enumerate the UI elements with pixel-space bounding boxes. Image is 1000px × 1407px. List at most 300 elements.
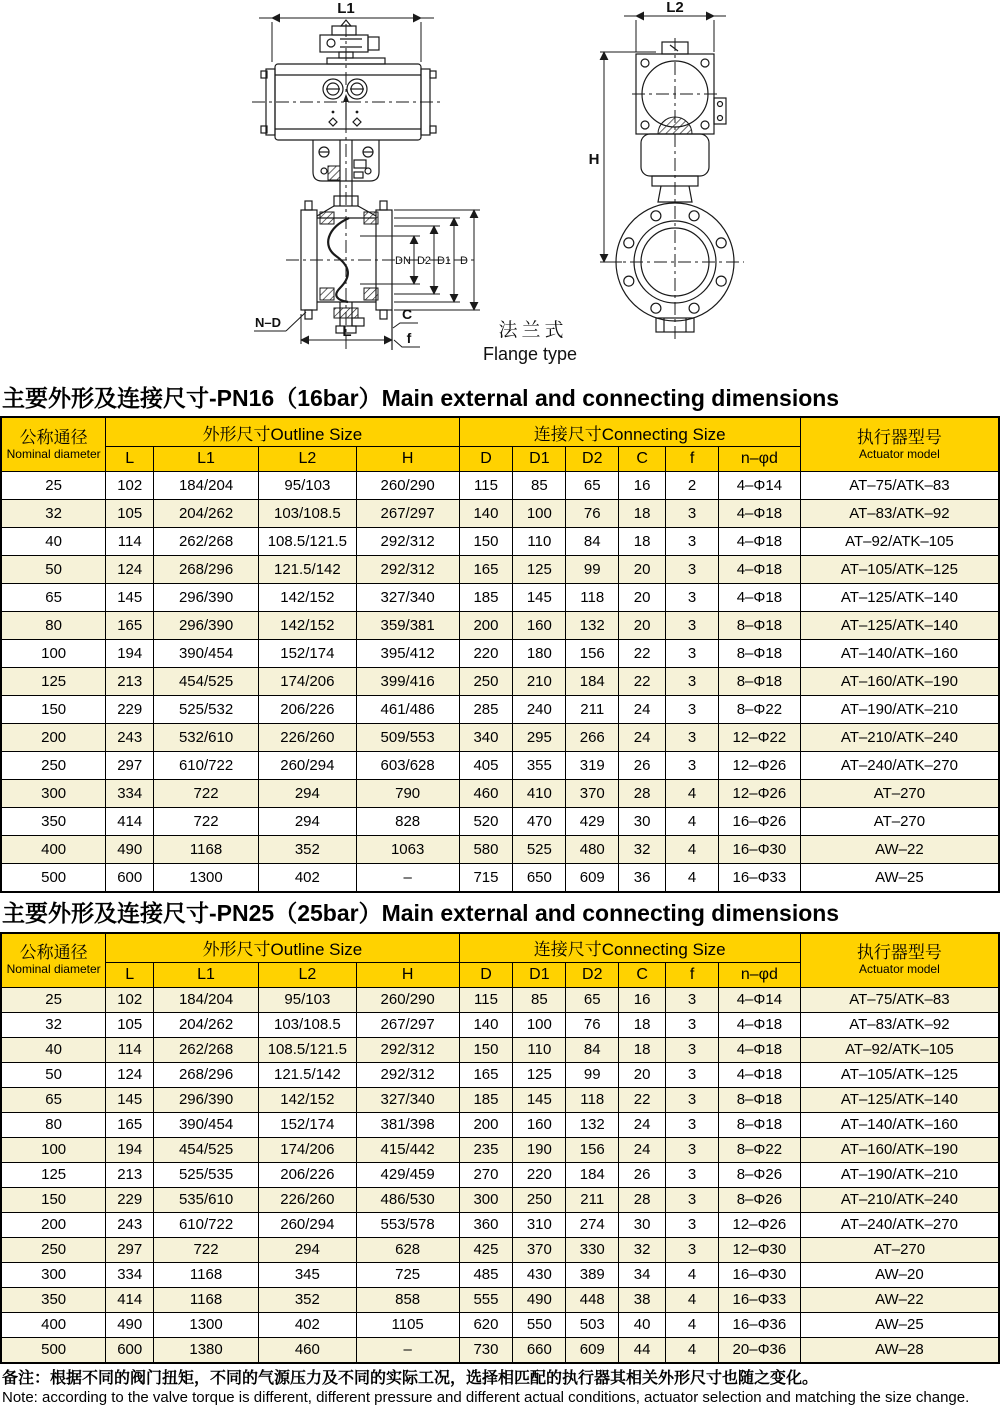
table-cell: 650 bbox=[513, 864, 566, 893]
table-cell: 460 bbox=[258, 1337, 356, 1363]
table-cell: 16–Φ26 bbox=[718, 808, 800, 836]
table-cell: 20–Φ36 bbox=[718, 1337, 800, 1363]
dim-label-c: C bbox=[401, 306, 413, 322]
table-cell: 525/532 bbox=[154, 696, 259, 724]
table-cell: 16 bbox=[619, 987, 666, 1012]
flange-end-view bbox=[606, 38, 744, 342]
table-cell: 525 bbox=[513, 836, 566, 864]
table-cell: 115 bbox=[459, 987, 513, 1012]
col-group-connecting-size: 连接尺寸Connecting Size bbox=[459, 933, 800, 963]
table-cell: 65 bbox=[566, 987, 619, 1012]
table-cell: 454/525 bbox=[154, 668, 259, 696]
table-cell: 25 bbox=[1, 472, 106, 500]
table-cell: 370 bbox=[566, 780, 619, 808]
table-cell: 628 bbox=[356, 1237, 459, 1262]
table-cell: 535/610 bbox=[154, 1187, 259, 1212]
table-cell: 8–Φ26 bbox=[718, 1162, 800, 1187]
table-cell: 85 bbox=[513, 472, 566, 500]
table-cell: 4–Φ14 bbox=[718, 472, 800, 500]
table-cell: 3 bbox=[666, 987, 719, 1012]
table-cell: 65 bbox=[1, 584, 106, 612]
table-cell: AT–92/ATK–105 bbox=[800, 1037, 999, 1062]
dim-label-dn: DN bbox=[395, 255, 411, 267]
table-cell: 102 bbox=[106, 987, 154, 1012]
table-cell: 4 bbox=[666, 1287, 719, 1312]
table-cell: 194 bbox=[106, 1137, 154, 1162]
table-cell: 3 bbox=[666, 1162, 719, 1187]
table-cell: 389 bbox=[566, 1262, 619, 1287]
table-cell: – bbox=[356, 1337, 459, 1363]
table-cell: 292/312 bbox=[356, 1062, 459, 1087]
table-cell: 250 bbox=[459, 668, 513, 696]
table-cell: 4–Φ18 bbox=[718, 1012, 800, 1037]
table-row bbox=[1, 1337, 999, 1363]
col-header-actuator-model bbox=[800, 933, 999, 988]
pn16-table-header bbox=[1, 417, 999, 472]
table-cell: 76 bbox=[566, 1012, 619, 1037]
table-cell: 300 bbox=[459, 1187, 513, 1212]
table-cell: 448 bbox=[566, 1287, 619, 1312]
table-cell: 3 bbox=[666, 1237, 719, 1262]
table-cell: 145 bbox=[106, 1087, 154, 1112]
table-cell: 206/226 bbox=[258, 1162, 356, 1187]
table-cell: 125 bbox=[1, 668, 106, 696]
table-cell: 152/174 bbox=[258, 1112, 356, 1137]
table-cell: 160 bbox=[513, 612, 566, 640]
table-cell: 722 bbox=[154, 808, 259, 836]
table-cell: 609 bbox=[566, 864, 619, 893]
table-cell: 32 bbox=[1, 1012, 106, 1037]
col-header-D2: D2 bbox=[566, 447, 619, 472]
table-cell: 4 bbox=[666, 1337, 719, 1363]
table-cell: 30 bbox=[619, 1212, 666, 1237]
table-cell: 65 bbox=[1, 1087, 106, 1112]
table-cell: 297 bbox=[106, 1237, 154, 1262]
table-cell: 470 bbox=[513, 808, 566, 836]
table-cell: 350 bbox=[1, 1287, 106, 1312]
table-cell: 1063 bbox=[356, 836, 459, 864]
table-cell: 350 bbox=[1, 808, 106, 836]
table-cell: 550 bbox=[513, 1312, 566, 1337]
table-cell: 125 bbox=[513, 556, 566, 584]
table-cell: 270 bbox=[459, 1162, 513, 1187]
table-cell: 355 bbox=[513, 752, 566, 780]
table-cell: 220 bbox=[459, 640, 513, 668]
table-cell: 211 bbox=[566, 1187, 619, 1212]
table-cell: 400 bbox=[1, 1312, 106, 1337]
dim-label-l2: L2 bbox=[666, 0, 684, 16]
table-cell: AT–140/ATK–160 bbox=[800, 640, 999, 668]
table-cell: 4–Φ18 bbox=[718, 528, 800, 556]
table-cell: 268/296 bbox=[154, 1062, 259, 1087]
table-cell: 3 bbox=[666, 556, 719, 584]
table-cell: 100 bbox=[513, 1012, 566, 1037]
table-cell: 296/390 bbox=[154, 612, 259, 640]
col-header-D: D bbox=[459, 447, 513, 472]
table-row bbox=[1, 987, 999, 1012]
table-cell: 319 bbox=[566, 752, 619, 780]
table-cell: 3 bbox=[666, 724, 719, 752]
table-cell: 555 bbox=[459, 1287, 513, 1312]
table-row bbox=[1, 864, 999, 893]
table-cell: 12–Φ26 bbox=[718, 780, 800, 808]
table-cell: 327/340 bbox=[356, 584, 459, 612]
table-row bbox=[1, 1287, 999, 1312]
col-header-H: H bbox=[356, 447, 459, 472]
table-cell: 360 bbox=[459, 1212, 513, 1237]
pn16-table-body bbox=[1, 472, 999, 893]
table-cell: 150 bbox=[459, 528, 513, 556]
table-cell: 3 bbox=[666, 668, 719, 696]
col-header-f: f bbox=[666, 962, 719, 987]
table-cell: 267/297 bbox=[356, 500, 459, 528]
table-cell: 250 bbox=[513, 1187, 566, 1212]
table-cell: 204/262 bbox=[154, 1012, 259, 1037]
table-cell: 118 bbox=[566, 584, 619, 612]
table-cell: 580 bbox=[459, 836, 513, 864]
table-cell: 600 bbox=[106, 1337, 154, 1363]
table-cell: 124 bbox=[106, 1062, 154, 1087]
table-cell: 1380 bbox=[154, 1337, 259, 1363]
table-cell: 296/390 bbox=[154, 1087, 259, 1112]
table-cell: 722 bbox=[154, 780, 259, 808]
table-cell: AT–240/ATK–270 bbox=[800, 752, 999, 780]
table-cell: 16 bbox=[619, 472, 666, 500]
table-cell: 260/290 bbox=[356, 987, 459, 1012]
table-cell: 4–Φ18 bbox=[718, 500, 800, 528]
pn16-section-title: 主要外形及连接尺寸-PN16（16bar）Main external and connecting dimensions bbox=[2, 385, 840, 411]
table-cell: 142/152 bbox=[258, 612, 356, 640]
table-row bbox=[1, 1237, 999, 1262]
table-cell: 609 bbox=[566, 1337, 619, 1363]
table-row bbox=[1, 1112, 999, 1137]
table-row bbox=[1, 1187, 999, 1212]
table-cell: 204/262 bbox=[154, 500, 259, 528]
dim-label-nd: N–D bbox=[254, 315, 282, 330]
table-cell: 1168 bbox=[154, 1262, 259, 1287]
table-cell: 345 bbox=[258, 1262, 356, 1287]
table-cell: 297 bbox=[106, 752, 154, 780]
table-cell: AW–22 bbox=[800, 1287, 999, 1312]
actuator-en: Actuator model bbox=[859, 961, 940, 976]
actuator-end-view bbox=[632, 42, 726, 134]
table-cell: AT–210/ATK–240 bbox=[800, 1187, 999, 1212]
table-cell: 184/204 bbox=[154, 472, 259, 500]
solenoid-box bbox=[320, 20, 385, 64]
table-cell: 240 bbox=[513, 696, 566, 724]
table-cell: 828 bbox=[356, 808, 459, 836]
table-cell: 100 bbox=[1, 1137, 106, 1162]
dim-label-l: L bbox=[342, 323, 352, 340]
table-cell: 28 bbox=[619, 1187, 666, 1212]
table-cell: 294 bbox=[258, 1237, 356, 1262]
table-cell: 292/312 bbox=[356, 1037, 459, 1062]
table-cell: AW–25 bbox=[800, 864, 999, 893]
table-row bbox=[1, 556, 999, 584]
table-cell: 140 bbox=[459, 1012, 513, 1037]
table-cell: 262/268 bbox=[154, 528, 259, 556]
table-cell: 142/152 bbox=[258, 1087, 356, 1112]
table-cell: 20 bbox=[619, 612, 666, 640]
table-cell: 8–Φ18 bbox=[718, 612, 800, 640]
table-cell: 300 bbox=[1, 780, 106, 808]
table-cell: AT–125/ATK–140 bbox=[800, 1087, 999, 1112]
table-cell: 184 bbox=[566, 1162, 619, 1187]
table-cell: 260/290 bbox=[356, 472, 459, 500]
table-cell: 121.5/142 bbox=[258, 556, 356, 584]
table-cell: 184/204 bbox=[154, 987, 259, 1012]
col-header-n-phi-d: n–φd bbox=[718, 447, 800, 472]
table-cell: 1168 bbox=[154, 836, 259, 864]
valve-body-section bbox=[286, 201, 478, 350]
table-cell: 12–Φ30 bbox=[718, 1237, 800, 1262]
col-header-L2: L2 bbox=[258, 447, 356, 472]
table-cell: 165 bbox=[106, 612, 154, 640]
table-cell: 100 bbox=[513, 500, 566, 528]
table-cell: 132 bbox=[566, 612, 619, 640]
col-header-nominal-diameter bbox=[1, 417, 106, 472]
table-cell: 500 bbox=[1, 864, 106, 893]
table-cell: 400 bbox=[1, 836, 106, 864]
table-row bbox=[1, 528, 999, 556]
dim-label-l1: L1 bbox=[337, 0, 355, 17]
table-cell: 200 bbox=[1, 724, 106, 752]
table-cell: AT–270 bbox=[800, 808, 999, 836]
table-cell: 1168 bbox=[154, 1287, 259, 1312]
table-cell: 274 bbox=[566, 1212, 619, 1237]
table-cell: 352 bbox=[258, 1287, 356, 1312]
table-cell: 165 bbox=[459, 556, 513, 584]
table-cell: 260/294 bbox=[258, 1212, 356, 1237]
caption-en: Flange type bbox=[482, 344, 578, 364]
table-cell: – bbox=[356, 864, 459, 893]
table-cell: 294 bbox=[258, 780, 356, 808]
table-cell: 4–Φ18 bbox=[718, 584, 800, 612]
table-cell: 26 bbox=[619, 1162, 666, 1187]
table-cell: 121.5/142 bbox=[258, 1062, 356, 1087]
col-header-f: f bbox=[666, 447, 719, 472]
table-cell: 24 bbox=[619, 724, 666, 752]
table-cell: 4–Φ18 bbox=[718, 556, 800, 584]
table-cell: 4 bbox=[666, 1262, 719, 1287]
table-cell: 243 bbox=[106, 724, 154, 752]
col-header-H: H bbox=[356, 962, 459, 987]
nominal-cn: 公称通径 bbox=[19, 943, 88, 963]
table-cell: 145 bbox=[513, 1087, 566, 1112]
table-cell: 200 bbox=[459, 1112, 513, 1137]
table-cell: 28 bbox=[619, 780, 666, 808]
table-cell: 124 bbox=[106, 556, 154, 584]
table-cell: 150 bbox=[459, 1037, 513, 1062]
table-cell: 1105 bbox=[356, 1312, 459, 1337]
right-view-end bbox=[589, 0, 744, 342]
dim-label-d2: D2 bbox=[416, 255, 432, 267]
table-cell: 3 bbox=[666, 1087, 719, 1112]
table-cell: 156 bbox=[566, 640, 619, 668]
col-header-L1: L1 bbox=[154, 962, 259, 987]
table-cell: 226/260 bbox=[258, 724, 356, 752]
table-cell: 213 bbox=[106, 1162, 154, 1187]
col-header-nominal-diameter bbox=[1, 933, 106, 988]
table-cell: 165 bbox=[106, 1112, 154, 1137]
table-row bbox=[1, 780, 999, 808]
table-cell: 125 bbox=[1, 1162, 106, 1187]
table-cell: 4 bbox=[666, 808, 719, 836]
table-cell: 1300 bbox=[154, 1312, 259, 1337]
table-row bbox=[1, 640, 999, 668]
table-cell: 490 bbox=[106, 836, 154, 864]
table-cell: 429/459 bbox=[356, 1162, 459, 1187]
table-row bbox=[1, 1062, 999, 1087]
dim-label-h: H bbox=[588, 151, 600, 168]
table-cell: 24 bbox=[619, 1112, 666, 1137]
table-cell: 108.5/121.5 bbox=[258, 1037, 356, 1062]
col-group-connecting-size: 连接尺寸Connecting Size bbox=[459, 417, 800, 447]
table-cell: 3 bbox=[666, 528, 719, 556]
table-cell: 429 bbox=[566, 808, 619, 836]
table-cell: 18 bbox=[619, 500, 666, 528]
pn16-dimension-table bbox=[0, 416, 1000, 893]
table-cell: AT–160/ATK–190 bbox=[800, 668, 999, 696]
table-cell: 118 bbox=[566, 1087, 619, 1112]
table-row bbox=[1, 1212, 999, 1237]
dim-label-d1: D1 bbox=[436, 255, 452, 267]
table-cell: 722 bbox=[154, 1237, 259, 1262]
table-cell: 174/206 bbox=[258, 1137, 356, 1162]
table-row bbox=[1, 724, 999, 752]
table-cell: 486/530 bbox=[356, 1187, 459, 1212]
table-cell: 3 bbox=[666, 500, 719, 528]
table-cell: 105 bbox=[106, 1012, 154, 1037]
table-cell: 1300 bbox=[154, 864, 259, 893]
table-cell: 180 bbox=[513, 640, 566, 668]
table-cell: 110 bbox=[513, 1037, 566, 1062]
table-cell: 3 bbox=[666, 1137, 719, 1162]
table-cell: 3 bbox=[666, 640, 719, 668]
valve-stem bbox=[328, 140, 366, 206]
table-cell: 4 bbox=[666, 780, 719, 808]
table-cell: 3 bbox=[666, 696, 719, 724]
pn25-table-header bbox=[1, 933, 999, 988]
table-cell: 40 bbox=[1, 1037, 106, 1062]
table-cell: 260/294 bbox=[258, 752, 356, 780]
table-row bbox=[1, 1087, 999, 1112]
actuator-cn: 执行器型号 bbox=[856, 943, 942, 963]
table-cell: 285 bbox=[459, 696, 513, 724]
table-cell: 532/610 bbox=[154, 724, 259, 752]
table-cell: 425 bbox=[459, 1237, 513, 1262]
table-cell: 3 bbox=[666, 752, 719, 780]
table-cell: 600 bbox=[106, 864, 154, 893]
table-cell: 38 bbox=[619, 1287, 666, 1312]
table-cell: 266 bbox=[566, 724, 619, 752]
table-row bbox=[1, 836, 999, 864]
table-cell: 500 bbox=[1, 1337, 106, 1363]
col-header-L: L bbox=[106, 962, 154, 987]
table-cell: 185 bbox=[459, 584, 513, 612]
table-cell: 12–Φ22 bbox=[718, 724, 800, 752]
table-cell: 18 bbox=[619, 528, 666, 556]
table-cell: 3 bbox=[666, 1212, 719, 1237]
table-cell: 292/312 bbox=[356, 556, 459, 584]
table-cell: 330 bbox=[566, 1237, 619, 1262]
table-cell: 4 bbox=[666, 864, 719, 893]
table-cell: 16–Φ36 bbox=[718, 1312, 800, 1337]
col-group-outline-size: 外形尺寸Outline Size bbox=[106, 417, 459, 447]
col-header-D: D bbox=[459, 962, 513, 987]
col-header-C: C bbox=[619, 962, 666, 987]
table-cell: 402 bbox=[258, 864, 356, 893]
table-cell: 26 bbox=[619, 752, 666, 780]
table-cell: 229 bbox=[106, 1187, 154, 1212]
table-cell: 185 bbox=[459, 1087, 513, 1112]
table-cell: 8–Φ18 bbox=[718, 640, 800, 668]
table-cell: 80 bbox=[1, 612, 106, 640]
table-cell: 165 bbox=[459, 1062, 513, 1087]
table-cell: 84 bbox=[566, 528, 619, 556]
table-cell: 296/390 bbox=[154, 584, 259, 612]
col-header-D1: D1 bbox=[513, 962, 566, 987]
table-cell: 190 bbox=[513, 1137, 566, 1162]
table-cell: 100 bbox=[1, 640, 106, 668]
table-cell: 294 bbox=[258, 808, 356, 836]
table-cell: 395/412 bbox=[356, 640, 459, 668]
table-cell: 20 bbox=[619, 584, 666, 612]
table-cell: AT–240/ATK–270 bbox=[800, 1212, 999, 1237]
table-cell: 415/442 bbox=[356, 1137, 459, 1162]
table-cell: 490 bbox=[106, 1312, 154, 1337]
table-cell: 620 bbox=[459, 1312, 513, 1337]
col-group-outline-size: 外形尺寸Outline Size bbox=[106, 933, 459, 963]
table-row bbox=[1, 500, 999, 528]
table-cell: 553/578 bbox=[356, 1212, 459, 1237]
table-cell: 24 bbox=[619, 1137, 666, 1162]
table-row bbox=[1, 808, 999, 836]
table-cell: AW–25 bbox=[800, 1312, 999, 1337]
table-cell: 3 bbox=[666, 1187, 719, 1212]
table-cell: 460 bbox=[459, 780, 513, 808]
table-cell: 132 bbox=[566, 1112, 619, 1137]
table-cell: 725 bbox=[356, 1262, 459, 1287]
table-cell: 18 bbox=[619, 1012, 666, 1037]
dim-label-f: f bbox=[406, 330, 412, 346]
table-cell: 50 bbox=[1, 556, 106, 584]
table-cell: 110 bbox=[513, 528, 566, 556]
pn25-section-title: 主要外形及连接尺寸-PN25（25bar）Main external and connecting dimensions bbox=[2, 900, 840, 927]
table-cell: 414 bbox=[106, 1287, 154, 1312]
nominal-en: Nominal diameter bbox=[6, 961, 101, 976]
table-cell: 200 bbox=[1, 1212, 106, 1237]
table-row bbox=[1, 1037, 999, 1062]
pn25-dimension-table bbox=[0, 932, 1000, 1364]
table-cell: 715 bbox=[459, 864, 513, 893]
table-cell: 4–Φ14 bbox=[718, 987, 800, 1012]
table-cell: 50 bbox=[1, 1062, 106, 1087]
table-cell: 243 bbox=[106, 1212, 154, 1237]
col-header-C: C bbox=[619, 447, 666, 472]
table-cell: 152/174 bbox=[258, 640, 356, 668]
pn25-table-body bbox=[1, 987, 999, 1363]
col-header-n-phi-d: n–φd bbox=[718, 962, 800, 987]
table-cell: 34 bbox=[619, 1262, 666, 1287]
table-cell: 40 bbox=[1, 528, 106, 556]
table-cell: 4–Φ18 bbox=[718, 1062, 800, 1087]
table-cell: 490 bbox=[513, 1287, 566, 1312]
table-cell: 103/108.5 bbox=[258, 500, 356, 528]
table-cell: 32 bbox=[619, 836, 666, 864]
table-cell: 114 bbox=[106, 1037, 154, 1062]
table-cell: 525/535 bbox=[154, 1162, 259, 1187]
